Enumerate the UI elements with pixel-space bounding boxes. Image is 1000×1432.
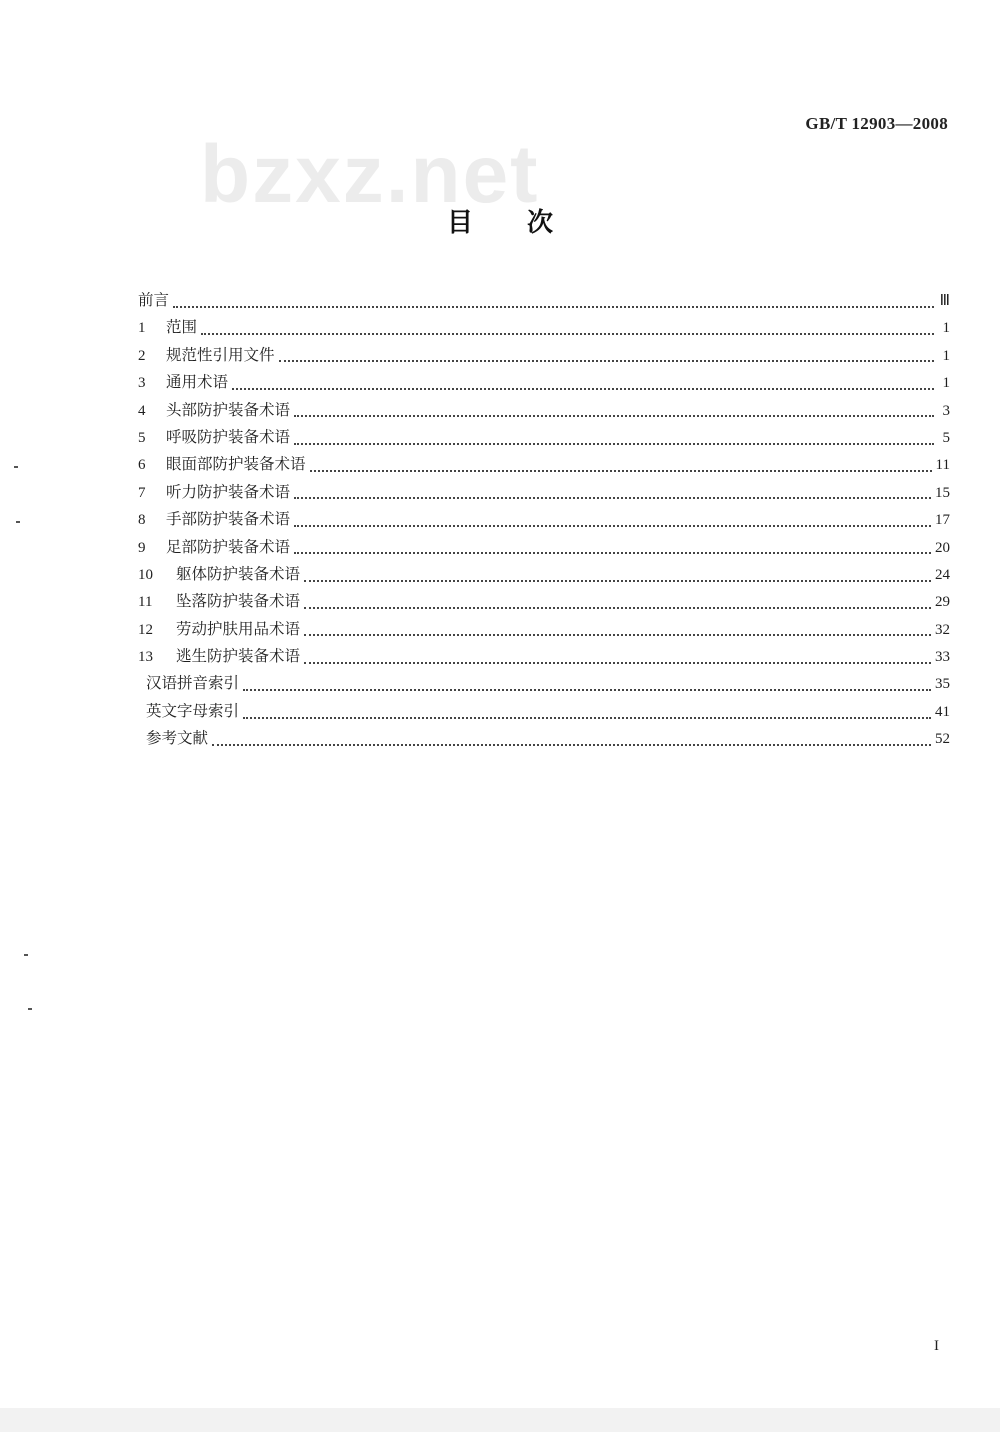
- toc-entry-number: 8: [138, 512, 146, 529]
- toc-entry-number: 12: [138, 621, 153, 638]
- toc-entry-label: 劳动护肤用品术语: [176, 619, 301, 638]
- toc-leader-dots: [279, 359, 934, 362]
- toc-leader-dots: [294, 524, 931, 527]
- scan-speck: [16, 521, 20, 523]
- toc-entry-label: 参考文献: [146, 729, 209, 748]
- toc-entry-label: 逃生防护装备术语: [176, 647, 301, 666]
- toc-entry-number: 10: [138, 566, 153, 583]
- toc-leader-dots: [201, 332, 934, 335]
- scan-speck: [14, 466, 18, 468]
- toc-entry-number: 5: [138, 429, 146, 446]
- standard-code: GB/T 12903—2008: [805, 114, 948, 133]
- toc-entry-label: 手部防护装备术语: [166, 510, 291, 529]
- toc-entry-page: 29: [935, 594, 950, 611]
- toc-entry-page: 1: [942, 320, 950, 337]
- toc-entry-label: 坠落防护装备术语: [176, 592, 301, 611]
- page-number: I: [934, 1338, 939, 1354]
- toc-entry[interactable]: [138, 288, 950, 315]
- toc-entry[interactable]: [138, 452, 950, 479]
- toc-entry-number: 6: [138, 457, 146, 474]
- toc-entry-label: 通用术语: [166, 373, 229, 392]
- toc-entry[interactable]: [138, 617, 950, 644]
- scan-speck: [24, 954, 28, 956]
- toc-entry-page: 15: [935, 484, 950, 501]
- toc-entry-label: 英文字母索引: [146, 701, 240, 720]
- bottom-edge: [0, 1408, 1000, 1432]
- toc-entry[interactable]: [138, 480, 950, 507]
- toc-leader-dots: [304, 606, 931, 609]
- toc-leader-dots: [294, 442, 934, 445]
- toc-entry[interactable]: [138, 370, 950, 397]
- toc-entry[interactable]: [138, 507, 950, 534]
- toc-entry-label: 规范性引用文件: [166, 345, 275, 364]
- toc-entry[interactable]: [138, 699, 950, 726]
- toc-entry-label: 范围: [166, 318, 198, 337]
- toc-leader-dots: [294, 414, 934, 417]
- toc-entry-label: 听力防护装备术语: [166, 482, 291, 501]
- toc-entry[interactable]: [138, 343, 950, 370]
- toc-leader-dots: [304, 579, 931, 582]
- toc-leader-dots: [212, 743, 931, 746]
- toc-entry-page: 5: [942, 429, 950, 446]
- toc-entry-number: 3: [138, 375, 146, 392]
- toc-leader-dots: [304, 661, 931, 664]
- toc-leader-dots: [243, 716, 931, 719]
- toc-entry-label: 躯体防护装备术语: [176, 564, 301, 583]
- toc-entry-label: 头部防护装备术语: [166, 400, 291, 419]
- toc-entry[interactable]: [138, 315, 950, 342]
- toc-leader-dots: [232, 387, 934, 390]
- toc-entry-page: 20: [935, 539, 950, 556]
- toc-leader-dots: [294, 496, 931, 499]
- toc-entry-page: 3: [942, 402, 950, 419]
- toc-entry-number: 11: [138, 594, 153, 611]
- watermark-text: bzxz.net: [200, 129, 540, 220]
- toc-entry-number: 2: [138, 347, 146, 364]
- toc-entry-page: 24: [935, 566, 950, 583]
- toc-entry-page: 33: [935, 649, 950, 666]
- toc-entry[interactable]: [138, 726, 950, 753]
- toc-entry[interactable]: [138, 562, 950, 589]
- toc-entry-number: 7: [138, 484, 146, 501]
- toc-entry-number: 9: [138, 539, 146, 556]
- toc-leader-dots: [243, 688, 931, 691]
- toc-entry-label: 汉语拼音索引: [146, 674, 240, 693]
- toc-entry-page: 52: [935, 731, 950, 748]
- toc-entry-label: 足部防护装备术语: [166, 537, 291, 556]
- toc-entry-number: 1: [138, 320, 146, 337]
- toc-leader-dots: [304, 633, 931, 636]
- toc-entry-page: 1: [942, 347, 950, 364]
- table-of-contents: [138, 288, 950, 754]
- toc-entry[interactable]: [138, 398, 950, 425]
- toc-entry-page: 35: [935, 676, 950, 693]
- toc-entry-page: 1: [942, 375, 950, 392]
- toc-entry-number: 13: [138, 649, 153, 666]
- toc-entry-label: 前言: [138, 291, 170, 309]
- toc-entry-page: 32: [935, 621, 950, 638]
- scan-speck: [28, 1008, 32, 1010]
- toc-leader-dots: [173, 305, 934, 308]
- toc-entry-page: 11: [935, 457, 950, 474]
- toc-entry-page: 41: [935, 703, 950, 720]
- toc-entry-label: 眼面部防护装备术语: [166, 455, 306, 474]
- toc-entry[interactable]: [138, 589, 950, 616]
- page-title: 目次: [446, 208, 607, 238]
- toc-entry-number: 4: [138, 402, 146, 419]
- toc-entry-label: 呼吸防护装备术语: [166, 427, 291, 446]
- toc-entry[interactable]: [138, 671, 950, 698]
- toc-entry-page: 17: [935, 512, 950, 529]
- toc-entry[interactable]: [138, 535, 950, 562]
- toc-entry[interactable]: [138, 644, 950, 671]
- toc-leader-dots: [294, 551, 931, 554]
- toc-entry-page: Ⅲ: [939, 293, 950, 309]
- toc-leader-dots: [310, 469, 932, 472]
- toc-entry[interactable]: [138, 425, 950, 452]
